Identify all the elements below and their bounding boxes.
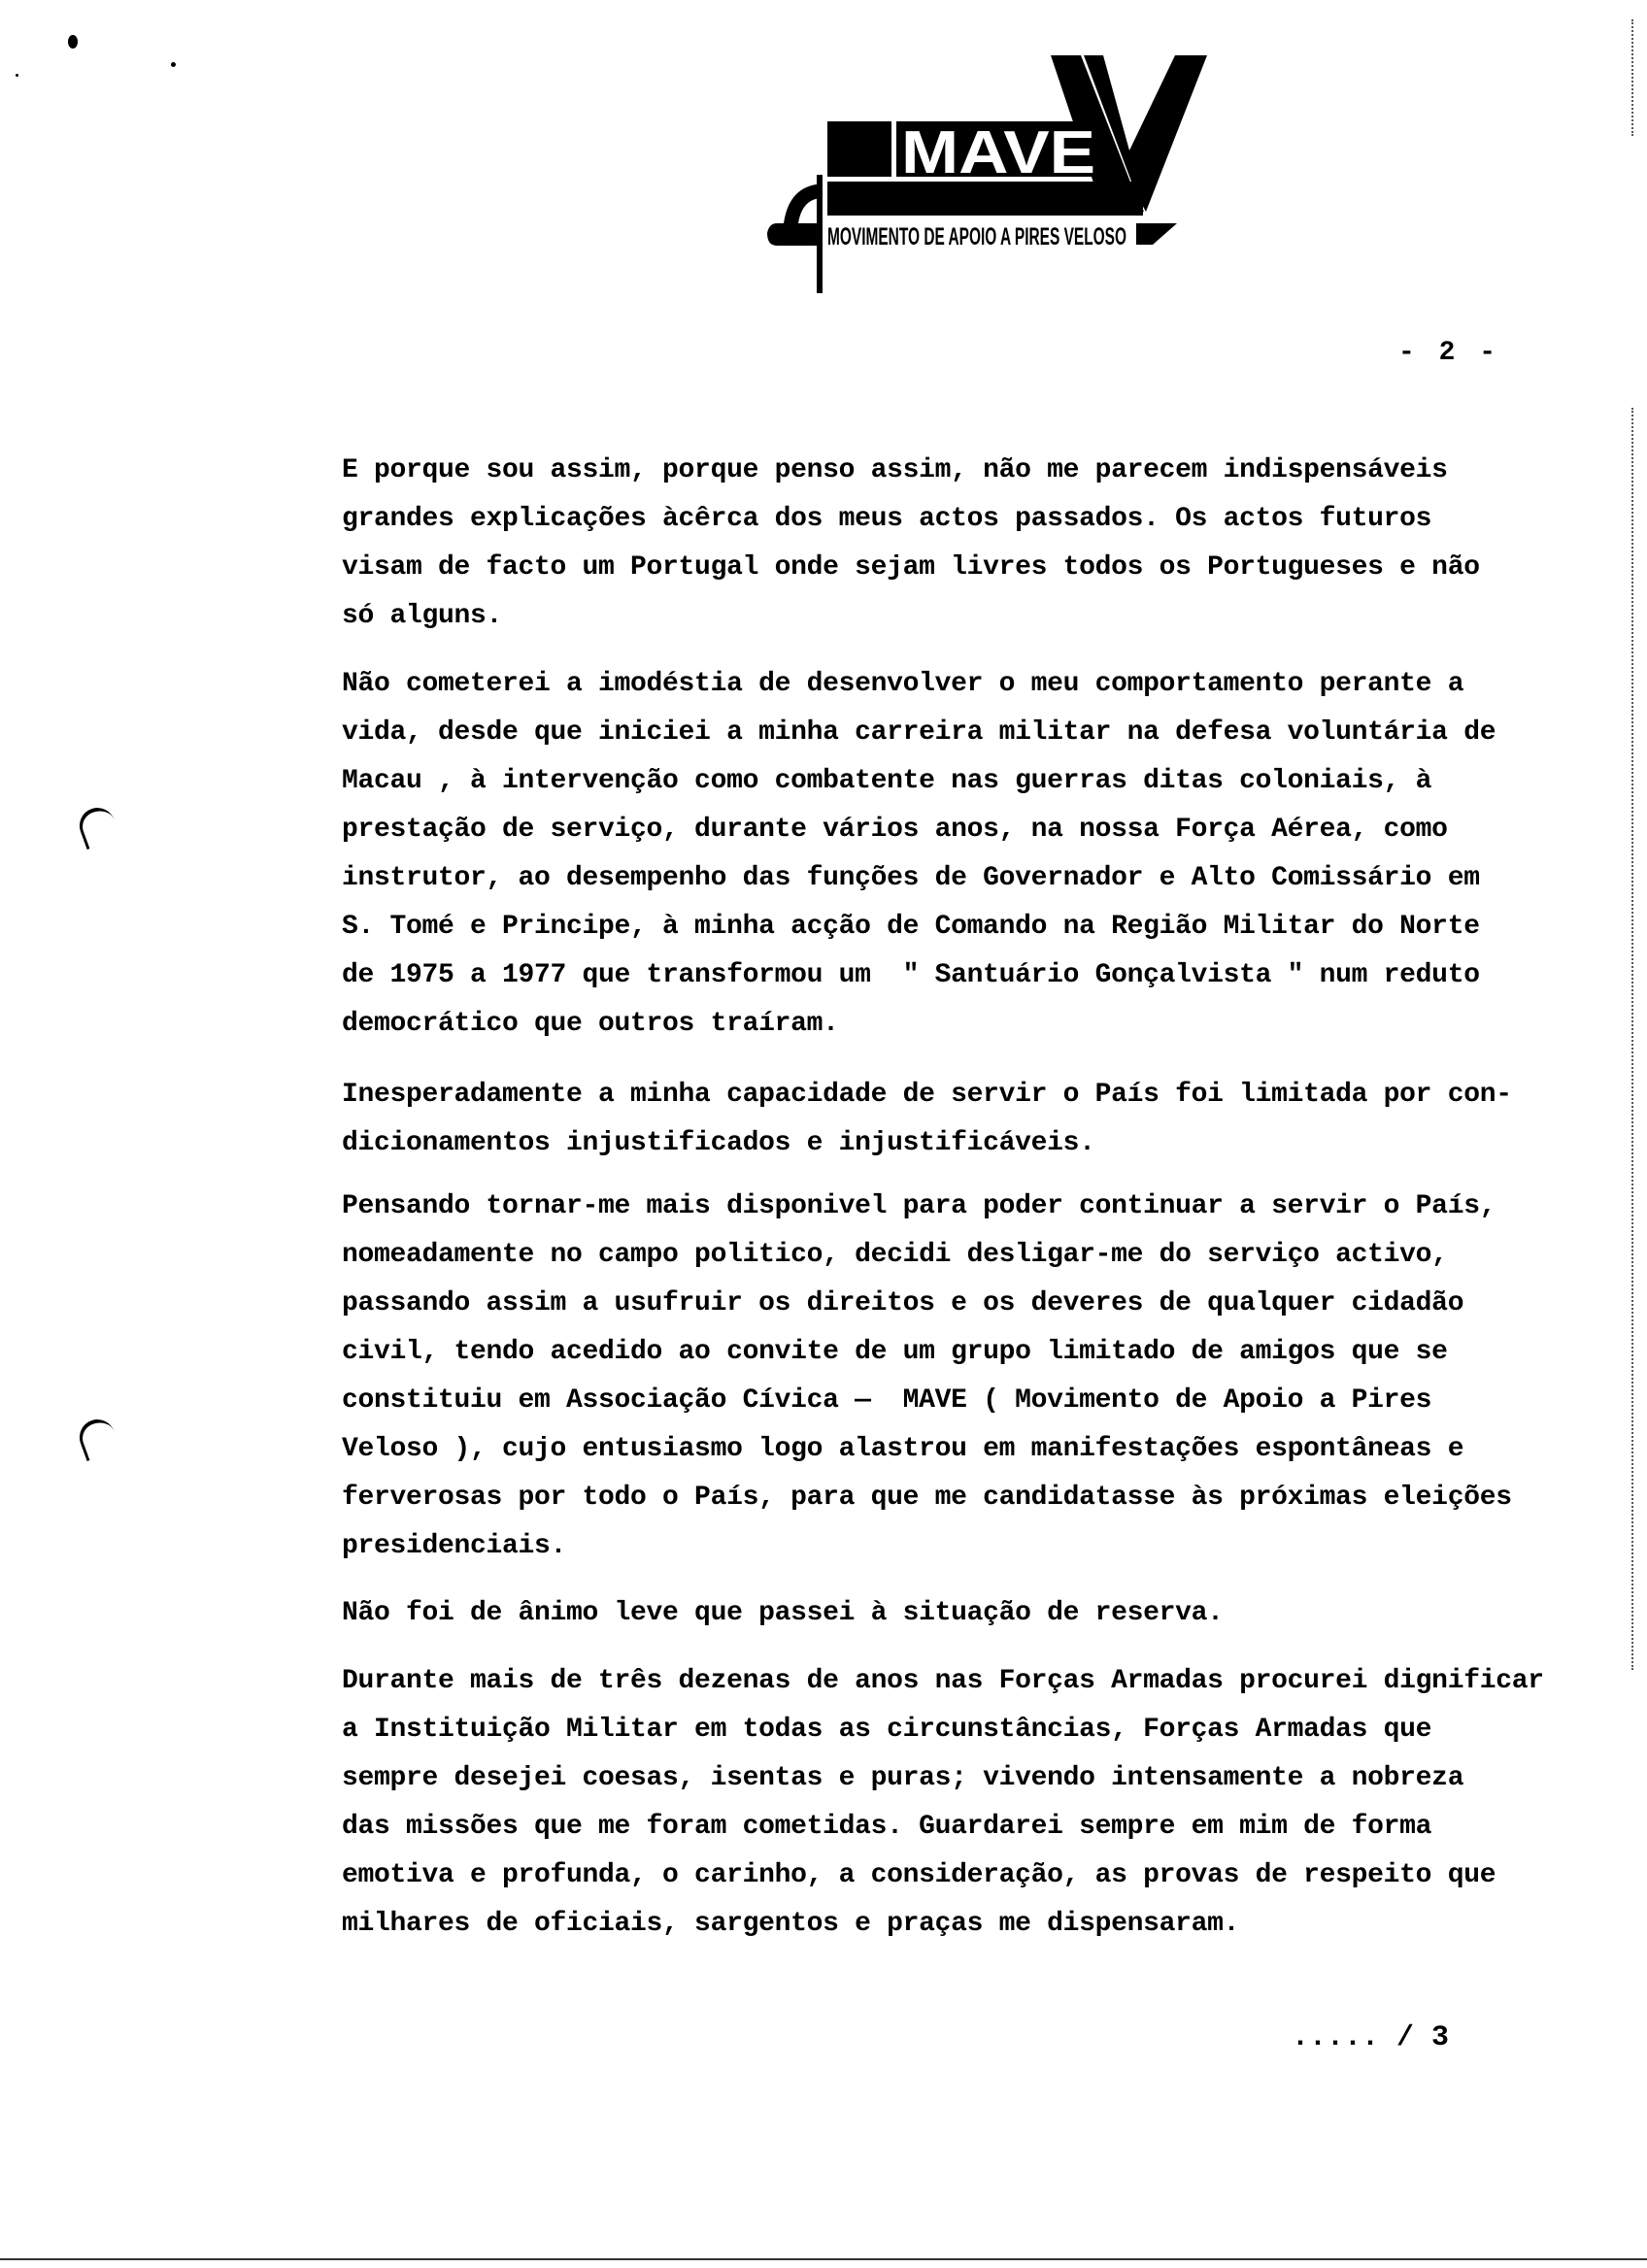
text-line: sempre desejei coesas, isentas e puras; vivendo intensamente a nobreza xyxy=(342,1763,1464,1793)
text-line: E porque sou assim, porque penso assim, não me parecem indispensáveis xyxy=(342,455,1448,485)
paragraph-1 xyxy=(342,447,1480,641)
text-line: Não cometerei a imodéstia de desenvolver o meu comportamento perante a xyxy=(342,669,1464,699)
scan-edge-line xyxy=(1631,408,1633,1670)
paragraph-4 xyxy=(342,1183,1512,1571)
text-line: só alguns. xyxy=(342,601,503,631)
scan-edge-line xyxy=(1631,19,1633,136)
text-line: Pensando tornar-me mais disponivel para poder continuar a servir o País, xyxy=(342,1191,1496,1221)
paragraph-5 xyxy=(342,1589,1224,1638)
text-line: Não foi de ânimo leve que passei à situação de reserva. xyxy=(342,1598,1224,1628)
text-line: presidenciais. xyxy=(342,1531,567,1561)
text-line: prestação de serviço, durante vários anos, na nossa Força Aérea, como xyxy=(342,815,1448,845)
text-line: instrutor, ao desempenho das funções de Governador e Alto Comissário em xyxy=(342,863,1480,893)
text-line: Veloso ), cujo entusiasmo logo alastrou em manifestações espontâneas e xyxy=(342,1434,1464,1464)
text-line: emotiva e profunda, o carinho, a consideração, as provas de respeito que xyxy=(342,1860,1496,1890)
text-line: constituiu em Associação Cívica — MAVE ( Movimento de Apoio a Pires xyxy=(342,1385,1432,1416)
scan-bottom-edge xyxy=(0,2258,1647,2260)
sword-guard-icon xyxy=(784,184,822,223)
text-line: civil, tendo acedido ao convite de um grupo limitado de amigos que se xyxy=(342,1337,1448,1367)
text-line: milhares de oficiais, sargentos e praças me dispensaram. xyxy=(342,1909,1240,1939)
text-line: dicionamentos injustificados e injustificáveis. xyxy=(342,1128,1095,1158)
scan-speck xyxy=(171,62,176,67)
text-line: de 1975 a 1977 que transformou um " Santuário Gonçalvista " num reduto xyxy=(342,960,1480,990)
sword-hilt-icon xyxy=(767,223,822,246)
punch-hole-mark xyxy=(75,1415,121,1461)
logo-mave-text: MAVE xyxy=(901,119,1095,186)
paragraph-3 xyxy=(342,1071,1512,1168)
text-line: nomeadamente no campo politico, decidi desligar-me do serviço activo, xyxy=(342,1240,1448,1270)
text-line: passando assim a usufruir os direitos e os deveres de qualquer cidadão xyxy=(342,1288,1464,1318)
text-line: das missões que me foram cometidas. Guardarei sempre em mim de forma xyxy=(342,1812,1432,1842)
scan-speck xyxy=(16,74,18,77)
text-line: S. Tomé e Principe, à minha acção de Comando na Região Militar do Norte xyxy=(342,912,1480,942)
text-line: vida, desde que iniciei a minha carreira militar na defesa voluntária de xyxy=(342,717,1496,748)
text-line: Macau , à intervenção como combatente nas guerras ditas coloniais, à xyxy=(342,766,1432,796)
logo-black-block xyxy=(827,121,891,177)
page-number: - 2 - xyxy=(1398,338,1500,368)
sword-blade-icon xyxy=(1136,223,1177,245)
mave-logo xyxy=(757,49,1224,301)
logo-tagline: MOVIMENTO DE APOIO A PIRES VELOSO xyxy=(827,223,1126,250)
text-line: democrático que outros traíram. xyxy=(342,1009,839,1039)
paragraph-6 xyxy=(342,1657,1544,1949)
text-line: Inesperadamente a minha capacidade de servir o País foi limitada por con- xyxy=(342,1080,1512,1110)
punch-hole-mark xyxy=(75,803,121,850)
text-line: visam de facto um Portugal onde sejam livres todos os Portugueses e não xyxy=(342,552,1480,583)
paragraph-2 xyxy=(342,660,1496,1049)
text-line: Durante mais de três dezenas de anos nas Forças Armadas procurei dignificar xyxy=(342,1666,1544,1696)
text-line: a Instituição Militar em todas as circunstâncias, Forças Armadas que xyxy=(342,1715,1432,1745)
sword-grip-icon xyxy=(817,175,823,293)
text-line: ferverosas por todo o País, para que me candidatasse às próximas eleições xyxy=(342,1483,1512,1513)
continuation-marker: ..... / 3 xyxy=(1292,2021,1450,2054)
scan-speck xyxy=(68,35,78,49)
text-line: grandes explicações àcêrca dos meus actos passados. Os actos futuros xyxy=(342,504,1432,534)
